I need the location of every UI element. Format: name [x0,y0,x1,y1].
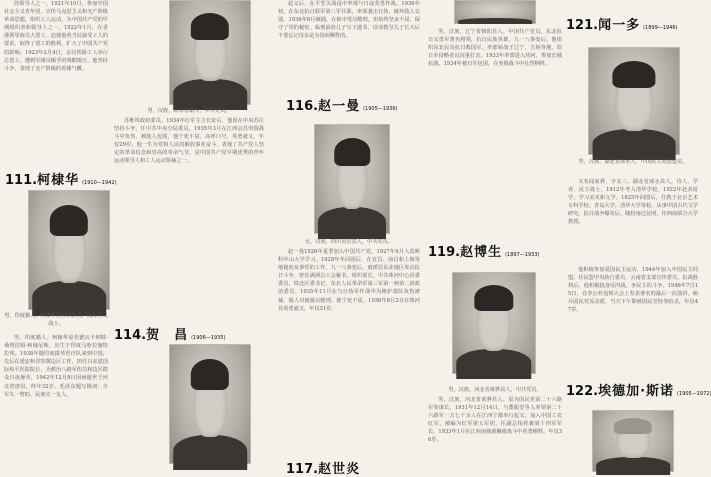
paragraph: 苏维埃政府委员。1934年红军主力长征后，他留在中央苏区坚持斗争，任中共中央分局委员。1935年3月在江西会昌突围战斗中负伤，被敌人包围，他宁死不屈，高呼口号，英勇就义，年仅29岁。他一生为党和人民的解放事业奋斗，表现了共产党人坚定的革命信念和崇高的革命气节，是中国共产党早期优秀的青年运动领导人和工人运动领袖之一。 [114,118,264,165]
column-4 [426,0,564,470]
paragraph: 赵一曼1926年夏季加入中国共产党，1927年9月入莫斯科中山大学学习。1928年冬回国后，在宜昌、南昌和上海等地秘密从事党的工作。九一八事变后，被派往东北地区发动抗日斗争，曾任满洲总工会秘书、组织部长，中共珠河中心县委委员、铁北区委书记，东北人民革命军第三军第一师第二团政治委员。1935年11月在与日伪军作战中为掩护部队负伤被捕，敌人对她施以酷刑，她宁死不屈，1936年8月2日在珠河县英勇就义，年仅31岁。 [278,249,420,312]
column-3-top-text [278,0,420,88]
caption-116: 女，汉族，四川省宜宾人，中共党员。 [304,239,394,245]
life-years: (1905—1936) [363,106,398,112]
column-1-top-text [4,0,108,160]
section-header-122 [566,380,711,399]
column-4-top-text [428,28,562,228]
life-years: (1897—1933) [505,252,540,258]
person-name: 赵一曼 [318,99,361,114]
person-name: 贺 昌 [146,328,189,343]
section-header-114 [114,324,225,343]
paragraph: 男，印度籍人。柯棣华原名德瓦卡纳特·桑塔拉姆·柯棣尼斯，出生于印度马哈拉施特拉邦。1938年随印度援华医疗队来到中国，先后在延安和晋察冀边区工作，担任白求恩国际和平医院院长，为救治八路军伤员和边区群众日夜操劳，1942年12月9日因病逝世于河北省唐县，终年32岁。毛泽东题写挽词：全军失一臂助，民族失一友人。 [4,335,108,398]
life-years: (1906—1935) [191,335,226,341]
portrait-photo-119 [452,272,536,374]
column-1-mid-text [4,334,108,470]
caption-119: 男，汉族，河北省黄骅县人，中共党员。 [448,387,542,393]
section-number: 116. [286,99,319,114]
section-header-117 [286,458,363,477]
caption-111: 男，印度籍人，柯棣华医疗队队员，国际主义战士。 [4,313,108,327]
section-header-121 [566,14,677,33]
life-years: (1905—1972) [677,391,711,397]
column-5-mid-text [568,266,698,372]
section-header-119 [428,241,539,260]
life-years: (1899—1946) [643,25,678,31]
paragraph: 男，汉族，辽宁省朝阳县人。中国共产党员，东北抗日义勇军著名将领，抗日民族英雄。九一八事变后，他组织东北民众抗日救国军，率部转战于辽宁、吉林等地，给日本侵略者以沉重打击。1933年率部进入热河，参加长城抗战，1934年被日军包围，在突围战斗中壮烈牺牲。 [428,29,562,68]
section-header-116 [286,95,397,114]
paragraph: 起义后，在平型关战役中率部与日寇英勇作战。1936年初，在东北抗日联军第三军任职，率部袭击日伪，破坏敌人交通。1936年8月被捕，在狱中受尽酷刑，但始终坚贞不屈，保守了党的秘密。临刑前给儿子写下遗书，谆谆教导儿子长大后不要忘记母亲是为国而牺牲的。 [278,1,420,40]
person-name: 赵博生 [460,245,503,260]
column-5 [566,0,711,470]
column-4-bottom-text [428,396,562,470]
section-number: 111. [5,173,38,188]
column-3-mid-text [278,248,420,456]
portrait-photo-121 [588,47,680,155]
paragraph: 他积极参加爱国民主运动，1944年加入中国民主同盟，任民盟中央执行委员、云南省支部宣传委员。抗战胜利后，他积极投身反内战、争民主的斗争。1946年7月15日，在李公朴追悼大会上发表著名的最后一次演讲，痛斥国民党反动派，当天下午即被国民党特务暗杀，年仅47岁。 [568,267,698,314]
section-number: 121. [566,18,599,33]
paragraph: 又名闻家骅，字友三，湖北省浠水县人。诗人、学者、民主战士。1912年考入清华学校，1922年赴美留学，学习美术和文学。1925年回国后，任教于北京艺术专科学校、青岛大学、清华大学等校，从事中国古代文学研究。抗日战争爆发后，随校南迁昆明，任西南联合大学教授。 [568,179,698,226]
paragraph: 男，汉族，河北省黄骅县人。原为国民党第二十六路军参谋长。1931年12月14日，与董振堂等人率领第二十六路军一万七千余人在江西宁都举行起义，加入中国工农红军，被编为红军第五军团，任副总指挥兼第十四军军长。1933年1月在江西南城黄狮渡战斗中英勇牺牲，年仅36岁。 [428,397,562,444]
person-name: 赵世炎 [318,462,361,477]
caption-121: 男，汉族，湖北省浠水人，中国民主同盟盟员。 [578,159,688,165]
column-2-top-text [114,117,264,315]
portrait-photo-114 [169,344,251,464]
portrait-photo-111 [28,190,110,310]
caption-113: 男，汉族，山东省籍人，中共党员。 [147,108,231,114]
paragraph: 的领导人之一。1921年10月，参加中国社会主义青年团，宣传马克思主义和无产阶级革命思想，组织工人运动，为中国共产党的早期组织者和领导人之一。1922年1月，在香港领导海员大罢工，迫使港英当局接受工人的要求，取得了罢工的胜利，扩大了中国共产党的影响。1923年2月4日，京汉铁路工人举行总罢工，遭到军阀吴佩孚的残酷镇压，他坚持斗争，表现了无产阶级的英雄气概。 [4,1,108,72]
column-1 [0,0,117,470]
section-number: 119. [428,245,461,260]
column-2 [112,0,272,470]
portrait-photo-116 [314,124,390,234]
column-3 [276,0,424,477]
section-number: 122. [566,384,599,399]
portrait-photo-122 [592,410,674,472]
life-years: (1910—1942) [82,180,117,186]
column-5-top-text [568,178,698,264]
person-name: 柯棣华 [37,173,80,188]
section-header-111 [5,169,116,188]
person-name: 埃德加·斯诺 [598,384,675,399]
portrait-photo-118 [454,0,536,24]
portrait-photo-113 [169,0,251,105]
person-name: 闻一多 [598,18,641,33]
section-number: 114. [114,328,147,343]
section-number: 117. [286,462,319,477]
